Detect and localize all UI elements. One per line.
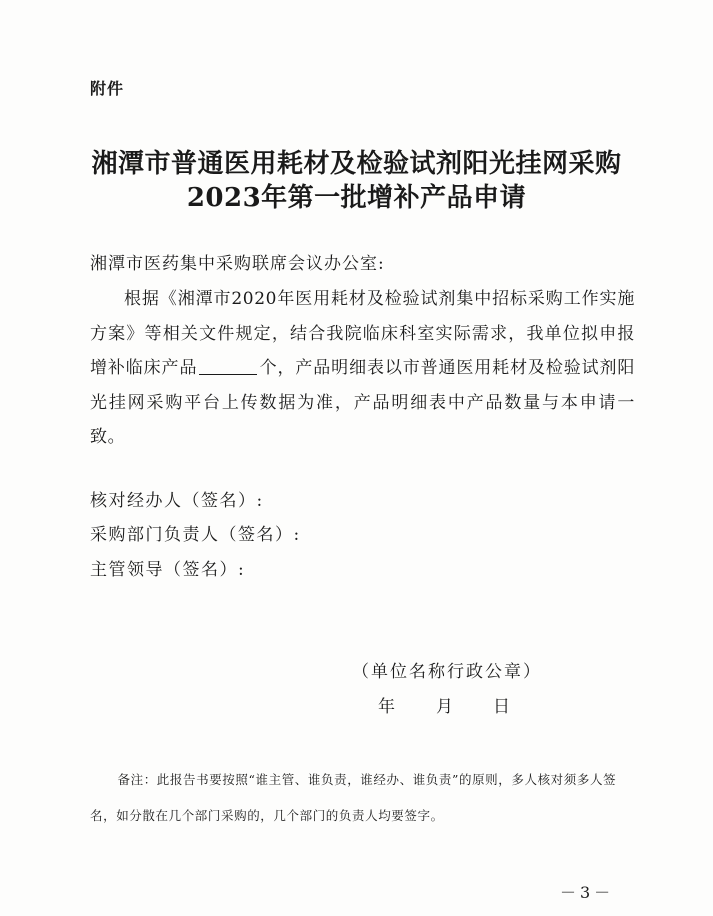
date-month: 月 — [436, 697, 453, 717]
body-text-part-2: 个，产品明细表以市普通医用耗材及检验试剂阳光挂网采购平台上传数据为准，产品明细表中产品数量与本申请一致。 — [90, 358, 635, 447]
date-year: 年 — [378, 697, 395, 717]
signature-line-handler: 核对经办人（签名）: — [90, 491, 264, 511]
page-number: －3－ — [560, 883, 615, 902]
date-day: 日 — [493, 697, 510, 717]
addressee: 湘潭市医药集中采购联席会议办公室: — [90, 254, 385, 274]
official-seal-label: （单位名称行政公章） — [352, 662, 542, 682]
document-title-line-2: 2023年第一批增补产品申请 — [186, 183, 527, 213]
product-count-blank — [199, 357, 257, 375]
signature-line-procurement-head: 采购部门负责人（签名）: — [90, 525, 301, 545]
signature-line-supervisor: 主管领导（签名）: — [90, 560, 246, 580]
body-text-part-1: 根据《湘潭市2020年医用耗材及检验试剂集中招标采购工作实施方案》等相关文件规定，结合我院临床科室实际需求，我单位拟申报增补临床产品 — [90, 289, 635, 378]
remarks-note: 备注：此报告书要按照“谁主管、谁负责，谁经办、谁负责”的原则，多人核对须多人签名，如分散在几个部门采购的，几个部门的负责人均要签字。 — [90, 772, 617, 823]
body-paragraph — [90, 282, 635, 455]
document-title-line-1: 湘潭市普通医用耗材及检验试剂阳光挂网采购 — [91, 149, 622, 179]
attachment-label: 附件 — [90, 79, 125, 98]
